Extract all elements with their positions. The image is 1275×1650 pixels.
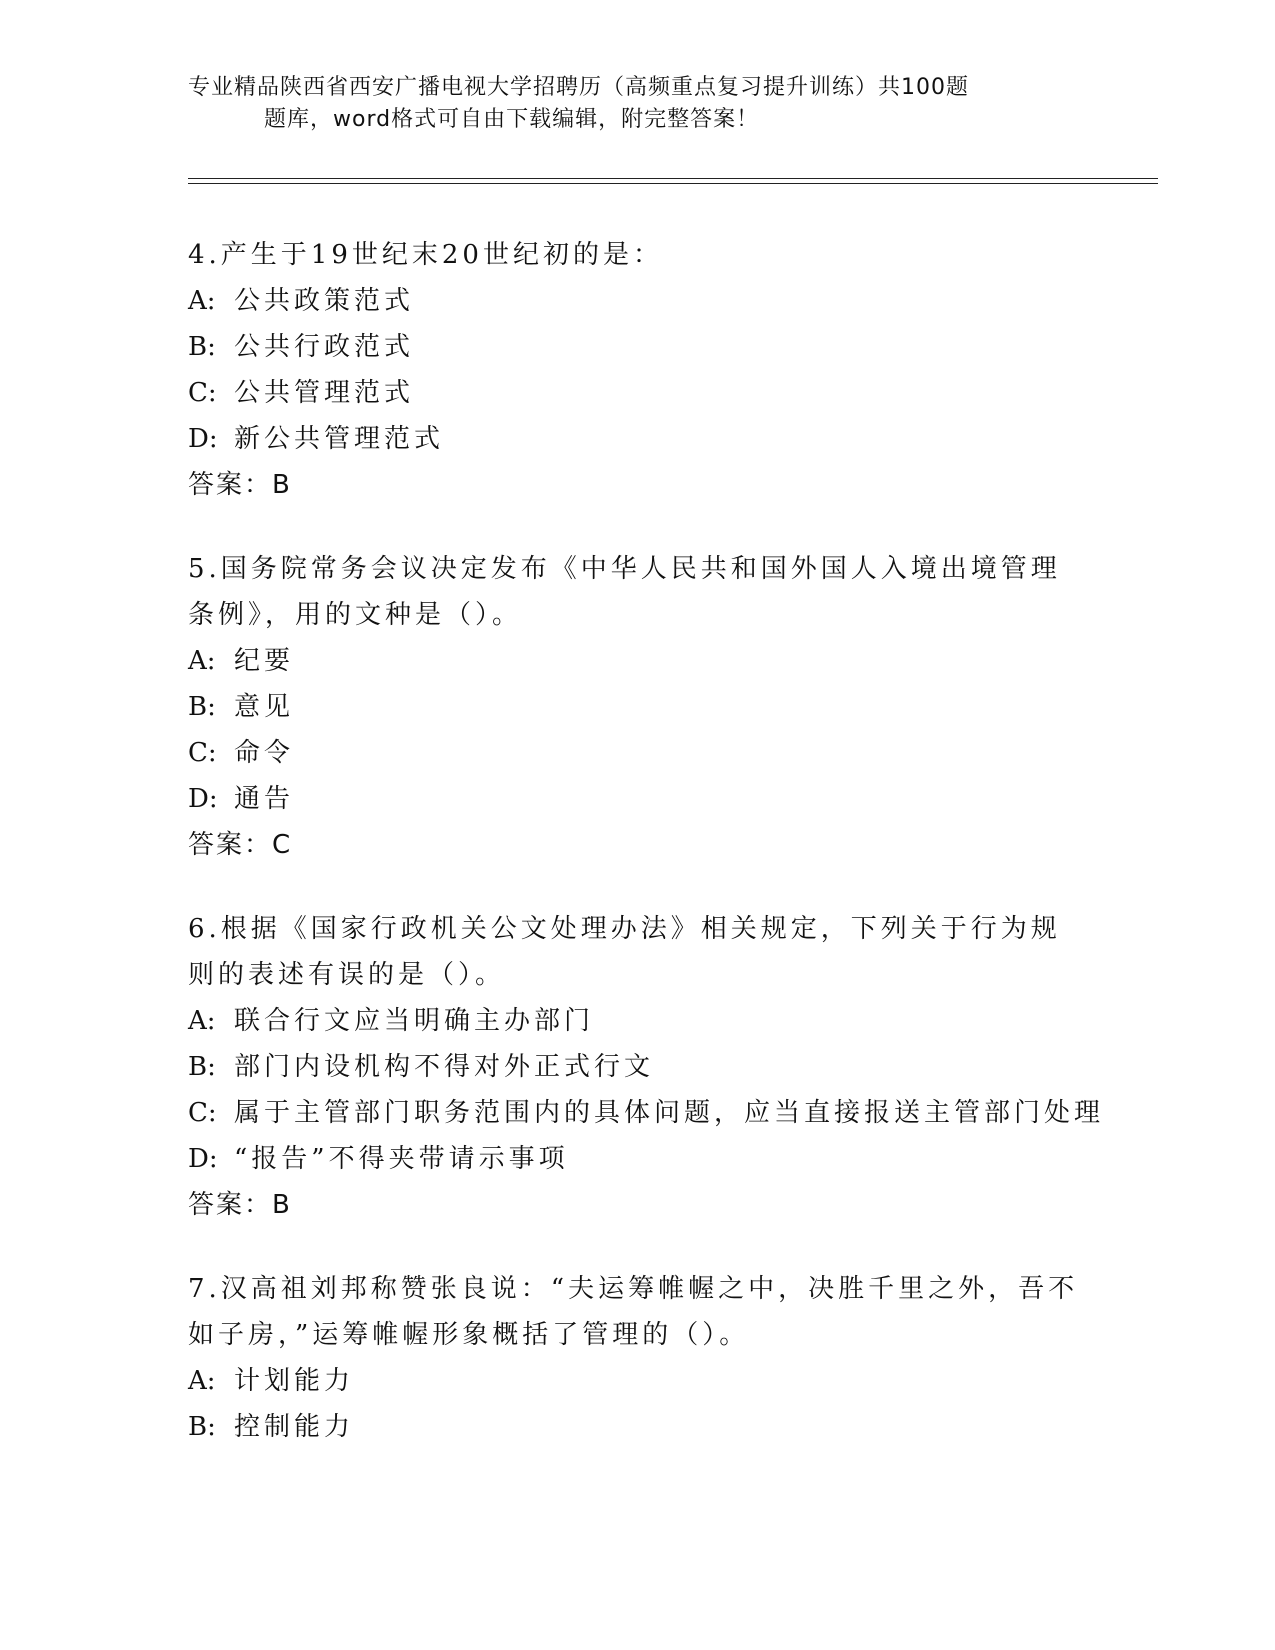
option-text: 新公共管理范式 xyxy=(234,424,445,454)
option-text: 通告 xyxy=(234,784,295,814)
option-text: 公共政策范式 xyxy=(234,286,415,316)
option-text: 公共管理范式 xyxy=(234,378,415,408)
option-letter: A: xyxy=(188,1366,216,1396)
option-d xyxy=(188,776,1088,822)
option-b xyxy=(188,684,1088,730)
header-title-line-2: 题库，word格式可自由下载编辑，附完整答案！ xyxy=(264,107,760,132)
option-b xyxy=(188,324,1088,370)
option-text: 属于主管部门职务范围内的具体问题，应当直接报送主管部门处理 xyxy=(234,1098,1105,1128)
option-letter: B: xyxy=(188,1052,216,1082)
option-d xyxy=(188,1136,1088,1182)
question-text: 6.根据《国家行政机关公文处理办法》相关规定，下列关于行为规则的表述有误的是（）。 xyxy=(188,914,1061,990)
answer-text: 答案：C xyxy=(188,830,293,860)
option-c xyxy=(188,370,1088,416)
question-5 xyxy=(188,546,1088,868)
option-letter: C: xyxy=(188,738,217,768)
option-a xyxy=(188,1358,1088,1404)
header-divider-bottom xyxy=(188,183,1158,184)
header-title-line-1: 专业精品陕西省西安广播电视大学招聘历（高频重点复习提升训练）共100题 xyxy=(188,75,969,100)
option-text: 联合行文应当明确主办部门 xyxy=(234,1006,595,1036)
option-letter: C: xyxy=(188,378,217,408)
option-text: 命令 xyxy=(234,738,295,768)
question-7 xyxy=(188,1266,1088,1450)
option-text: 计划能力 xyxy=(234,1366,355,1396)
option-a xyxy=(188,998,1088,1044)
question-6 xyxy=(188,906,1105,1228)
question-text: 4.产生于19世纪末20世纪初的是： xyxy=(188,240,663,270)
option-b xyxy=(188,1044,1088,1090)
option-letter: C: xyxy=(188,1098,217,1128)
option-text: 公共行政范式 xyxy=(234,332,415,362)
document-header xyxy=(188,72,1088,136)
option-text: 部门内设机构不得对外正式行文 xyxy=(234,1052,655,1082)
option-letter: B: xyxy=(188,692,216,722)
option-letter: B: xyxy=(188,1412,216,1442)
option-letter: A: xyxy=(188,286,216,316)
question-text: 7.汉高祖刘邦称赞张良说：“夫运筹帷幄之中，决胜千里之外，吾不如子房，”运筹帷幄形象概括了管理的（）。 xyxy=(188,1274,1079,1350)
option-text: 意见 xyxy=(234,692,295,722)
header-divider-top xyxy=(188,178,1158,179)
option-text: “报告”不得夹带请示事项 xyxy=(234,1144,569,1174)
option-letter: D: xyxy=(188,784,218,814)
question-text: 5.国务院常务会议决定发布《中华人民共和国外国人入境出境管理条例》，用的文种是（）。 xyxy=(188,554,1061,630)
option-c xyxy=(188,730,1088,776)
option-letter: A: xyxy=(188,646,216,676)
question-4 xyxy=(188,232,1088,508)
option-c xyxy=(188,1090,1105,1136)
option-letter: B: xyxy=(188,332,216,362)
option-letter: D: xyxy=(188,1144,218,1174)
option-d xyxy=(188,416,1088,462)
option-text: 控制能力 xyxy=(234,1412,355,1442)
answer-text: 答案：B xyxy=(188,470,292,500)
question-list xyxy=(188,232,1105,1488)
option-b xyxy=(188,1404,1088,1450)
option-text: 纪要 xyxy=(234,646,295,676)
option-a xyxy=(188,278,1088,324)
answer-text: 答案：B xyxy=(188,1190,292,1220)
option-a xyxy=(188,638,1088,684)
option-letter: A: xyxy=(188,1006,216,1036)
option-letter: D: xyxy=(188,424,218,454)
